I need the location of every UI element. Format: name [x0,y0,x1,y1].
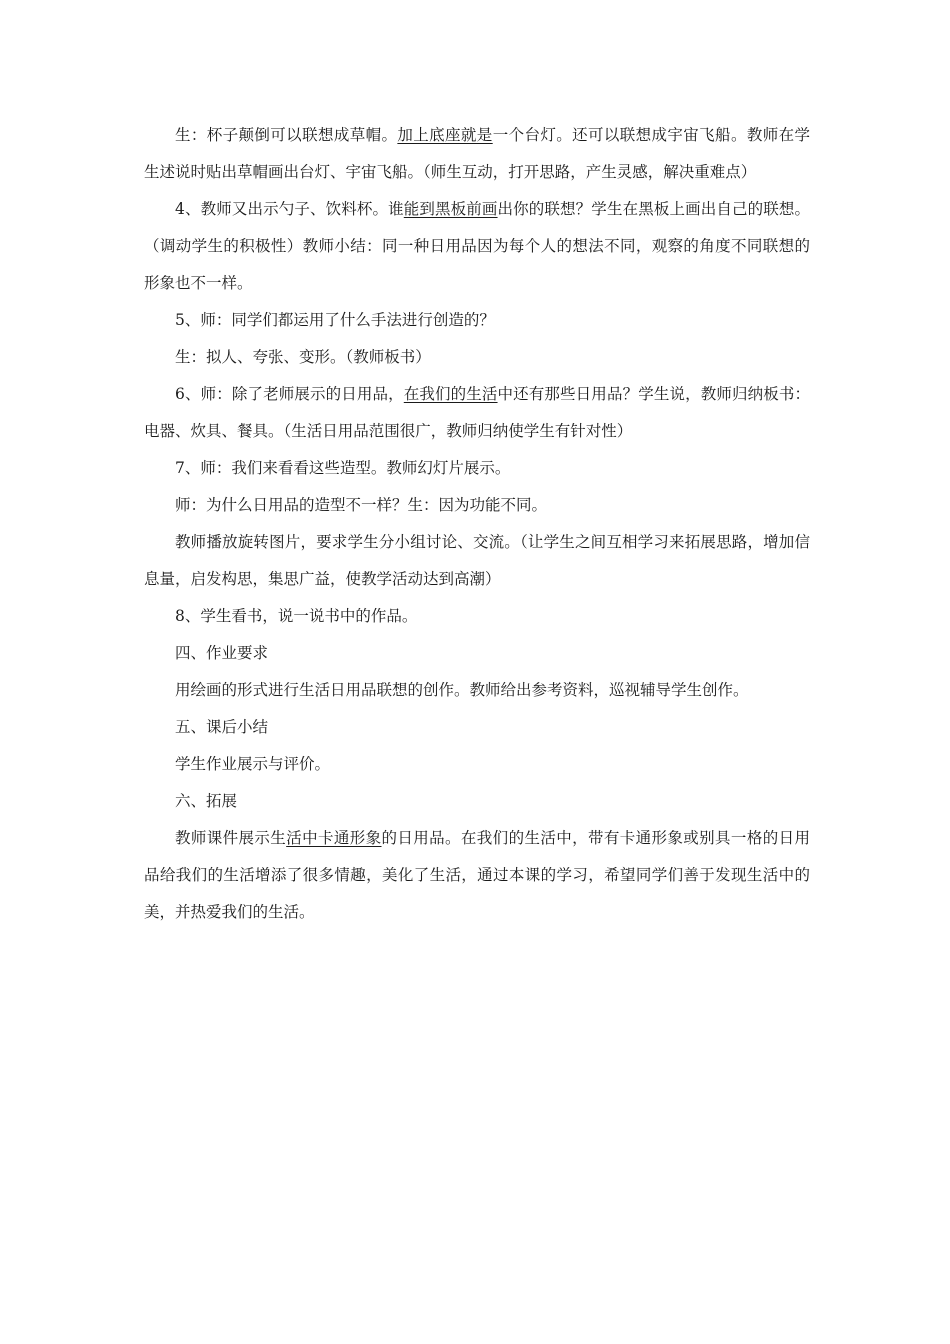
text-run: 学生作业展示与评价。 [175,755,331,773]
paragraph-8 [144,524,810,598]
paragraph-15 [144,820,810,931]
text-run: 一个台灯。还可以联想成宇宙飞船。教师在学生述说时贴出草帽画出台灯、宇宙飞船。（师生互动，打开思路，产生灵感，解决重难点） [144,126,810,181]
text-run: 师：为什么日用品的造型不一样？生：因为功能不同。 [175,496,548,514]
paragraph-1 [144,117,810,191]
text-run: 5、师：同学们都运用了什么手法进行创造的？ [175,311,495,329]
section-heading-homework [144,635,810,672]
text-run: 4、教师又出示勺子、饮料杯。谁 [175,200,404,218]
text-run: 五、课后小结 [175,718,269,736]
text-run: 中还有那些日用品？学生说，教师归纳板书：电器、炊具、餐具。（生活日用品范围很广，教师归纳使学生有针对性） [144,385,810,440]
underlined-text: 在我们的生活 [403,385,498,403]
text-run: 用绘画的形式进行生活日用品联想的创作。教师给出参考资料，巡视辅导学生创作。 [175,681,749,699]
text-run: 四、作业要求 [175,644,269,662]
document-page [144,117,810,931]
section-heading-extension [144,783,810,820]
underlined-text: 加上底座就是 [397,126,493,144]
paragraph-11 [144,672,810,709]
text-run: 教师课件展示生 [175,829,287,847]
underlined-text: 能到黑板前画 [403,200,498,218]
paragraph-4 [144,339,810,376]
paragraph-2 [144,191,810,302]
paragraph-3 [144,302,810,339]
paragraph-5 [144,376,810,450]
paragraph-7 [144,487,810,524]
paragraph-9 [144,598,810,635]
text-run: 7、师：我们来看看这些造型。教师幻灯片展示。 [175,459,511,477]
section-heading-summary [144,709,810,746]
text-run: 6、师：除了老师展示的日用品， [175,385,404,403]
text-run: 出你的联想？学生在黑板上画出自己的联想。（调动学生的积极性）教师小结：同一种日用品因为每个人的想法不同，观察的角度不同联想的形象也不一样。 [144,200,810,292]
paragraph-6 [144,450,810,487]
text-run: 教师播放旋转图片，要求学生分小组讨论、交流。（让学生之间互相学习来拓展思路，增加信息量，启发构思，集思广益，使教学活动达到高潮） [144,533,810,588]
text-run: 六、拓展 [175,792,238,810]
text-run: 8、学生看书，说一说书中的作品。 [175,607,418,625]
underlined-text: 活中卡通形象 [286,829,382,847]
paragraph-13 [144,746,810,783]
text-run: 的日用品。在我们的生活中，带有卡通形象或别具一格的日用品给我们的生活增添了很多情趣，美化了生活，通过本课的学习，希望同学们善于发现生活中的美，并热爱我们的生活。 [144,829,810,921]
text-run: 生：杯子颠倒可以联想成草帽。 [175,126,398,144]
text-run: 生：拟人、夸张、变形。（教师板书） [175,348,431,366]
